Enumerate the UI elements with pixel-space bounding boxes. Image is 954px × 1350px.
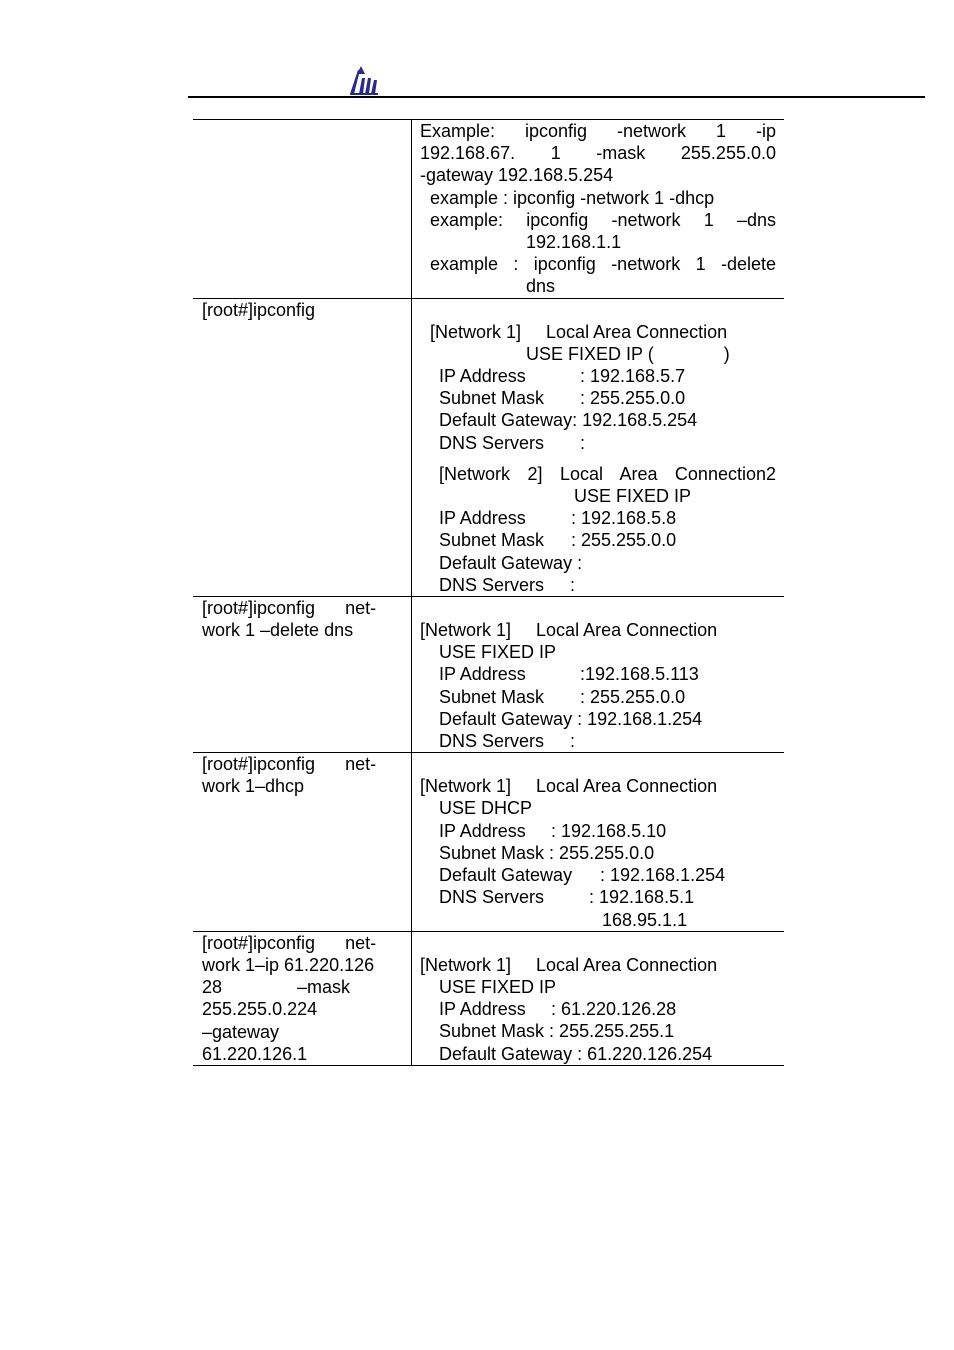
command-text: 28 –mask (202, 977, 351, 998)
table-row (193, 931, 784, 1065)
company-logo-icon (348, 66, 380, 96)
subnet-mask-line: Subnet Mask : 255.255.0.0 (439, 530, 677, 551)
example-line: dns (526, 276, 556, 297)
gateway-line: Default Gateway : (439, 552, 583, 573)
command-text: –gateway (202, 1021, 280, 1042)
gateway-line: Default Gateway: 192.168.5.254 (439, 410, 698, 431)
ip-address-line: IP Address : 61.220.126.28 (439, 999, 677, 1020)
table-row (193, 597, 784, 753)
dns-line-secondary: 168.95.1.1 (602, 909, 688, 930)
output-cell (412, 298, 785, 596)
example-line: example : ipconfig -network 1 -dhcp (430, 187, 715, 208)
subnet-mask-line: Subnet Mask : 255.255.0.0 (439, 686, 686, 707)
command-text: [root#]ipconfig net- (202, 754, 377, 775)
command-cell (193, 597, 412, 753)
ip-address-line: IP Address : 192.168.5.10 (439, 820, 667, 841)
network-title: [Network 1] Local Area Connection (420, 620, 718, 641)
example-line: example: ipconfig -network 1 –dns (430, 209, 776, 230)
dns-line: DNS Servers : (439, 731, 576, 752)
network-title: [Network 1] Local Area Connection (420, 954, 718, 975)
command-text: [root#]ipconfig net- (202, 598, 377, 619)
command-cell (193, 298, 412, 596)
dns-line: DNS Servers : (439, 574, 576, 595)
command-text: 255.255.0.224 (202, 999, 318, 1020)
command-text: work 1 –delete dns (202, 620, 354, 641)
table-row (193, 753, 784, 931)
command-table (193, 119, 784, 1066)
command-cell (193, 753, 412, 931)
command-text: 61.220.126.1 (202, 1043, 308, 1064)
network-title: [Network 1] Local Area Connection (420, 776, 718, 797)
dns-line: DNS Servers : (439, 432, 586, 453)
subnet-mask-line: Subnet Mask : 255.255.0.0 (439, 388, 686, 409)
command-text: work 1–ip 61.220.126 (202, 954, 375, 975)
example-line: 192.168.1.1 (526, 232, 622, 253)
dns-line: DNS Servers : 192.168.5.1 (439, 887, 695, 908)
subnet-mask-line: Subnet Mask : 255.255.255.1 (439, 1021, 675, 1042)
ip-address-line: IP Address :192.168.5.113 (439, 664, 699, 685)
gateway-line: Default Gateway : 192.168.1.254 (439, 708, 703, 729)
example-line: example : ipconfig -network 1 -delete (430, 254, 776, 275)
output-cell (412, 753, 785, 931)
example-line: Example: ipconfig -network 1 -ip (420, 121, 776, 141)
ip-address-line: IP Address : 192.168.5.8 (439, 508, 677, 529)
command-text: [root#]ipconfig net- (202, 932, 377, 953)
example-line: 192.168.67. 1 -mask 255.255.0.0 (420, 143, 776, 164)
header-rule (188, 96, 925, 98)
network-mode: USE FIXED IP (439, 642, 557, 663)
output-cell (412, 931, 785, 1065)
table-row (193, 298, 784, 596)
gateway-line: Default Gateway : 61.220.126.254 (439, 1043, 713, 1064)
example-line: -gateway 192.168.5.254 (420, 165, 614, 186)
network-mode: USE FIXED IP (439, 976, 557, 997)
command-cell (193, 120, 412, 299)
table-row (193, 120, 784, 299)
network-mode: USE DHCP (439, 798, 533, 819)
gateway-line: Default Gateway : 192.168.1.254 (439, 865, 726, 886)
command-cell (193, 931, 412, 1065)
subnet-mask-line: Subnet Mask : 255.255.0.0 (439, 842, 655, 863)
command-text: work 1–dhcp (202, 776, 305, 797)
command-text: [root#]ipconfig (202, 299, 316, 320)
network-mode: USE FIXED IP ( ) (526, 343, 730, 364)
network-mode: USE FIXED IP (574, 486, 692, 507)
output-cell (412, 120, 785, 299)
network-title: [Network 1] Local Area Connection (430, 321, 728, 342)
output-cell (412, 597, 785, 753)
ip-address-line: IP Address : 192.168.5.7 (439, 366, 686, 387)
network-title: [Network 2] Local Area Connection2 (439, 463, 776, 484)
